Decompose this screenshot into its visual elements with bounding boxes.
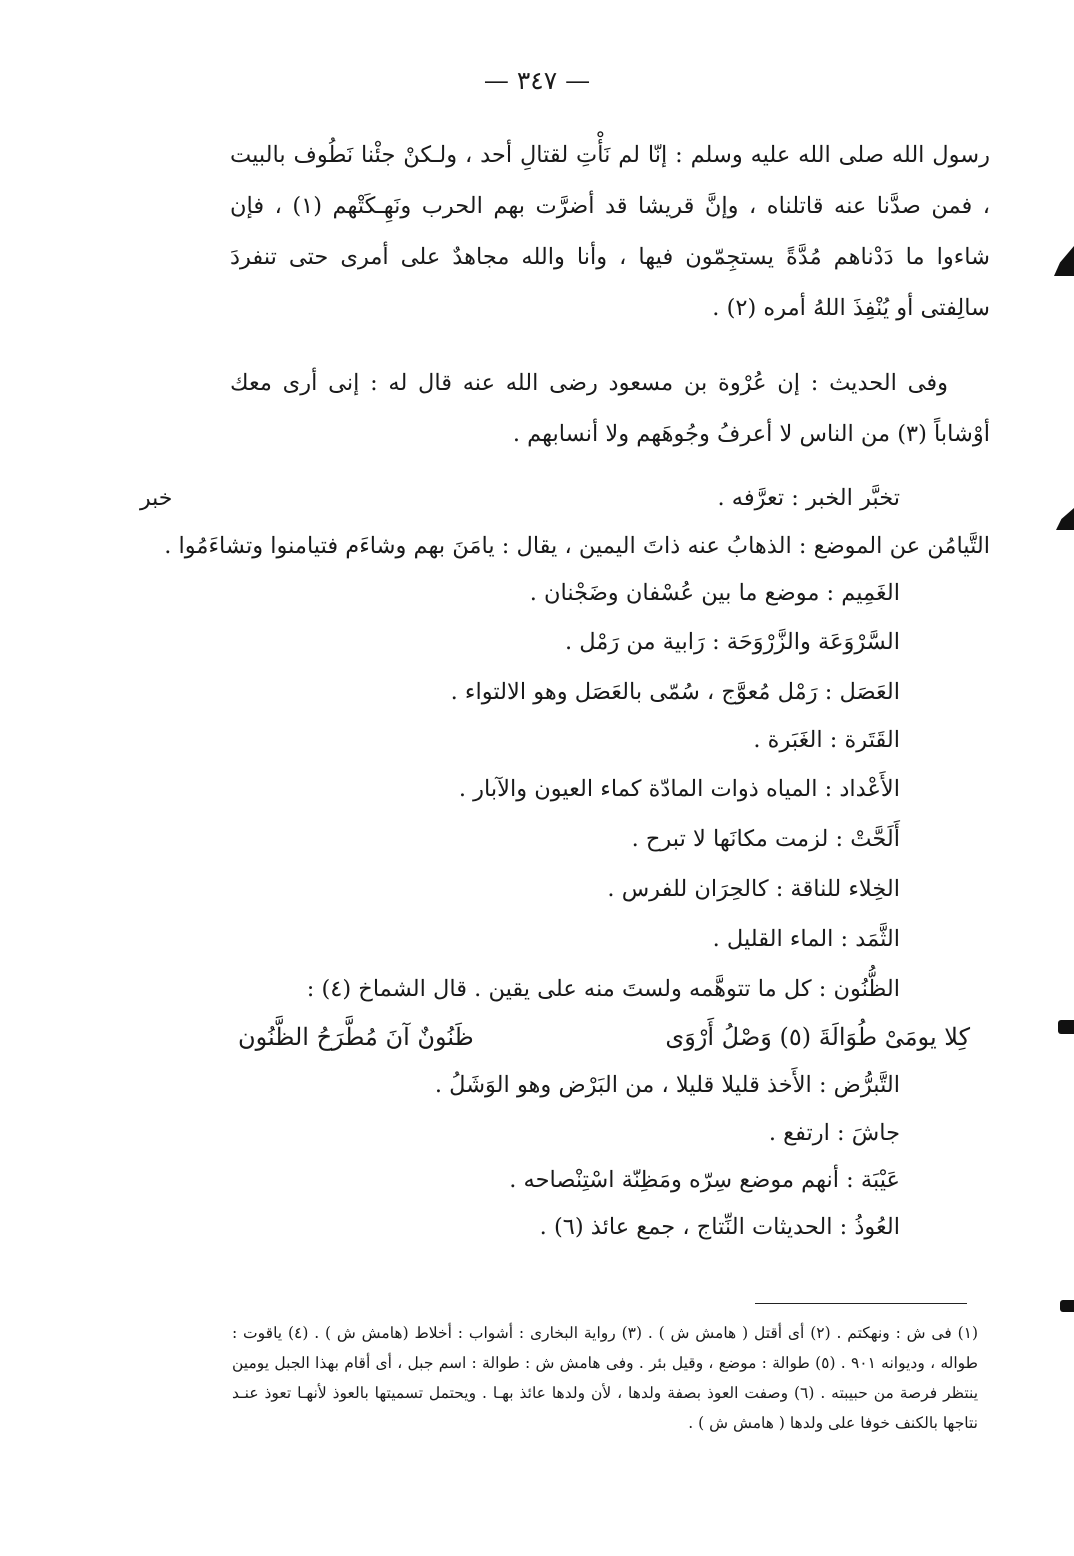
glossary-entry: التَّبرُّض : الأَخذ قليلا قليلا ، من البَرْض وهو الوَشَلُ .	[434, 1072, 900, 1098]
footnotes	[232, 1318, 978, 1438]
footnote-separator	[755, 1303, 967, 1304]
glossary-entry: الخِلاء للناقة : كالحِرَان للفرس .	[607, 876, 900, 902]
glossary-entry: السَّرْوَعَة والزَّرْوَحَة : رَابية من رَمْل .	[564, 629, 900, 655]
glossary-entry: التَّيامُن عن الموضع : الذهابُ عنه ذاتَ اليمين ، يقال : يامَنَ بهم وشاءَم فتيامنوا وتشاءَمُوا .	[164, 533, 990, 559]
page-edge-marker	[1054, 246, 1074, 276]
page-edge-marker	[1056, 508, 1074, 530]
main-paragraph-text: رسول الله صلى الله عليه وسلم : إنّا لم نَأْتِ لقتالِ أحد ، ولـكنْ جئْنا نَطُوف بالبيت ، فمن صدَّنا عنه قاتلناه ، وإنَّ قريشا قد أضرَّت بهم الحرب ونَهِـكَتْهم (١) ، فإن شاءوا ما دَدْناهم مُدَّةً يستجِمّون فيها ، وأنا والله مجاهدٌ على أمرى حتى تنفردَ سالِفتى أو يُنْفِذَ اللهُ أمره (٢) .	[230, 142, 990, 321]
hadith-paragraph	[230, 358, 990, 460]
main-paragraph	[230, 130, 990, 334]
footnotes-text: (١) فى ش : ونهكتم . (٢) أى أقتل ( هامش ش ) . (٣) رواية البخارى : أشواب : أخلاط (هامش ش ) . (٤) ياقوت : طواله ، وديوانه ٩٠١ . (٥) طوالة : موضع ، وقيل بئر . وفى هامش ش : طوالة : اسم جبل ، أى أقام بهذا الجبل يومين ينتظر فرصة من حبيبته . (٦) وصفت العوذ بصفة ولدها ، لأن ولدها عائذ بهـا . ويحتمل تسميتها بالعوذ لأنهـا تعوذ عنـد نتاجها بالكنف خوفا على ولدها ( هامش ش ) .	[232, 1324, 979, 1432]
page-number: — ٣٤٧ —	[483, 66, 591, 95]
glossary-entry: العُوذُ : الحديثات النِّتاج ، جمع عائذ (٦) .	[539, 1214, 900, 1240]
margin-note: خبر	[140, 486, 173, 511]
poem-hemistich-right: كِلا يومَىْ طُوَالَةَ (٥) وَصْلُ أَرْوَى	[665, 1023, 970, 1051]
poem-hemistich-left: ظَنُونٌ آنَ مُطَّرَحُ الظَّنُون	[238, 1023, 474, 1051]
glossary-entry: الغَمِيم : موضع ما بين عُسْفان وضَجْنان .	[529, 580, 900, 606]
glossary-entry: القَتَرة : الغَبَرة .	[753, 727, 900, 753]
glossary-entry: عَيْبَة : أنهم موضع سِرّه ومَظِنّة اسْتِنْصاحه .	[509, 1167, 900, 1193]
glossary-entry: جاشَ : ارتفع .	[768, 1120, 900, 1146]
page-edge-marker	[1060, 1300, 1074, 1312]
poem-verse	[230, 1014, 990, 1060]
page-edge-marker	[1058, 1020, 1074, 1034]
glossary-entry: تخبَّر الخبر : تعرَّفه .	[717, 485, 900, 511]
glossary-entry: الظُّنُون : كل ما تتوهَّمه ولستَ منه على يقين . قال الشماخ (٤) :	[306, 976, 900, 1002]
glossary-entry: أَلَحَّتْ : لزمت مكانَها لا تبرح .	[631, 826, 900, 852]
glossary-entry: العَصَل : رَمْل مُعوَّج ، سُمّى بالعَصَل وهو الالتواء .	[450, 679, 900, 705]
glossary	[164, 473, 990, 1251]
hadith-paragraph-text: وفى الحديث : إن عُرْوة بن مسعود رضى الله عنه قال له : إنى أرى معك أوْشاباً (٣) من الناس لا أعرفُ وجُوهَهم ولا أنسابهم .	[230, 370, 990, 447]
glossary-entry: الأَعْداد : المياه ذوات المادّة كماء العيون والآبار .	[458, 776, 900, 802]
glossary-entry: الثَّمَد : الماء القليل .	[712, 926, 900, 952]
